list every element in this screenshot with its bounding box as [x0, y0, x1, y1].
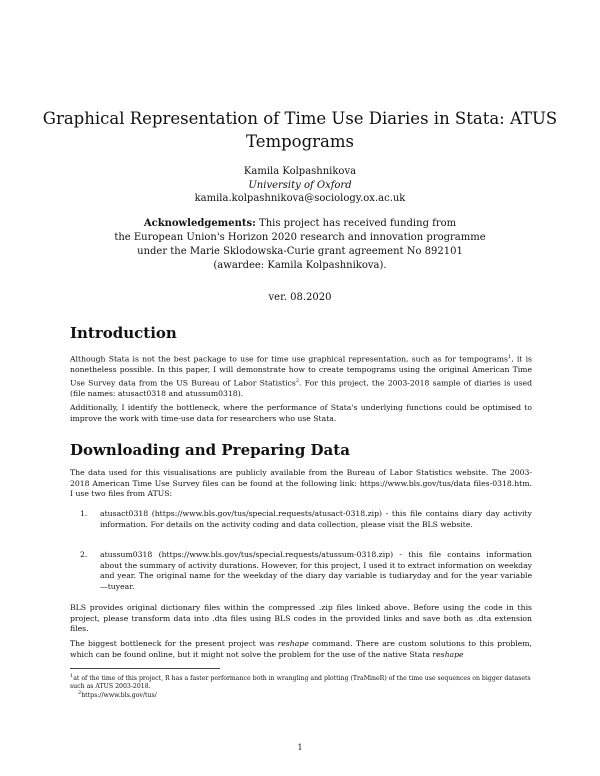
page-number: 1 [297, 743, 303, 752]
intro-paragraph-1 [70, 352, 532, 400]
reshape-term: reshape [432, 649, 464, 659]
footnote-ref-1[interactable]: 1 [508, 354, 512, 360]
title-line-2: Tempograms [245, 132, 355, 151]
list-item-text: atussum0318 (https://www.bls.gov/tus/special.requests/atussum-0318.zip) - this file contains information about the summary of activity durations. However, for this project, I used it to extract information on weekday and year. The original name for the weekday of the diary day variable is tudiaryday and for the year variable—tuyear. [100, 550, 533, 591]
ack-line-4: (awardee: Kamila Kolpashnikova). [213, 260, 387, 271]
footnote-text: at of the time of this project, R has a faster performance both in wrangling and plotting (TraMineR) of the time use sequences on bigger datasets such as ATUS 2003-2018. [70, 675, 531, 691]
footnote-mark: 2 [78, 690, 82, 696]
author-affiliation: University of Oxford [248, 179, 352, 191]
downloading-heading: Downloading and Preparing Data [70, 441, 350, 459]
list-number: 1. [80, 509, 88, 518]
introduction-heading: Introduction [70, 324, 177, 342]
list-item-text: atusact0318 (https://www.bls.gov/tus/special.requests/atusact-0318.zip) - this file contains diary day activity information. For details on the activity coding and data collection, please visit the BLS website. [100, 509, 532, 529]
ack-label: Acknowledgements: [143, 218, 256, 229]
downloading-paragraph-1: The data used for this visualisations are publicly available from the Bureau of Labor Statistics website. The 2003-2018 American Time Use Survey files can be found at the following link: https://www.bls.gov/tus/data files-0318.htm. I use two files from ATUS: [70, 468, 532, 499]
list-number: 2. [80, 550, 88, 559]
ack-line-2: the European Union's Horizon 2020 research and innovation programme [114, 232, 486, 243]
acknowledgements [0, 217, 600, 273]
intro-paragraph-2: Additionally, I identify the bottleneck, where the performance of Stata's underlying functions could be optimised to improve the work with time-use data for researchers who use Stata. [70, 403, 532, 423]
footnote-2 [78, 689, 540, 700]
reshape-term: reshape [277, 639, 309, 648]
title-line-1: Graphical Representation of Time Use Diaries in Stata: ATUS [42, 109, 558, 128]
downloading-paragraph-2: BLS provides original dictionary files within the compressed .zip files linked above. Before using the code in this project, please transform data into .dta files using BLS codes in the provided links and save both as .dta extension files. [70, 603, 532, 634]
intro-p1-text-b: , it is nonetheless possible. In this paper, I will demonstrate how to create tempograms using the original American Time Use Survey data from the US Bureau of Labor Statistics [70, 354, 533, 388]
version-label: ver. 08.2020 [268, 292, 332, 303]
author-block [0, 165, 600, 206]
dl-p3-text-b: command. There are custom solutions to this problem, which can be found online, but it might not solve the problem for the use of the native Stata [70, 639, 533, 659]
footnote-link[interactable]: https://www.bls.gov/tus/ [81, 692, 157, 700]
downloading-paragraph-3 [70, 639, 532, 660]
author-name: Kamila Kolpashnikova [243, 166, 357, 177]
footnote-ref-2[interactable]: 2 [295, 377, 300, 384]
author-email: kamila.kolpashnikova@sociology.ox.ac.uk [194, 193, 406, 204]
ack-line-3: under the Marie Sklodowska-Curie grant agreement No 892101 [137, 246, 463, 257]
footnote-mark: 1 [70, 673, 74, 679]
intro-p1-text-c: . For this project, the 2003-2018 sample of diaries is used (file names: atusact0318 and atussum0318). [70, 378, 532, 398]
footnote-divider [70, 668, 220, 669]
paper-title [0, 107, 600, 153]
intro-p1-text-a: Although Stata is not the best package to use for time use graphical representation, such as for tempograms [70, 354, 509, 364]
ack-line-1: This project has received funding from [259, 218, 457, 229]
dl-p3-text-a: The biggest bottleneck for the present project was [70, 639, 278, 648]
